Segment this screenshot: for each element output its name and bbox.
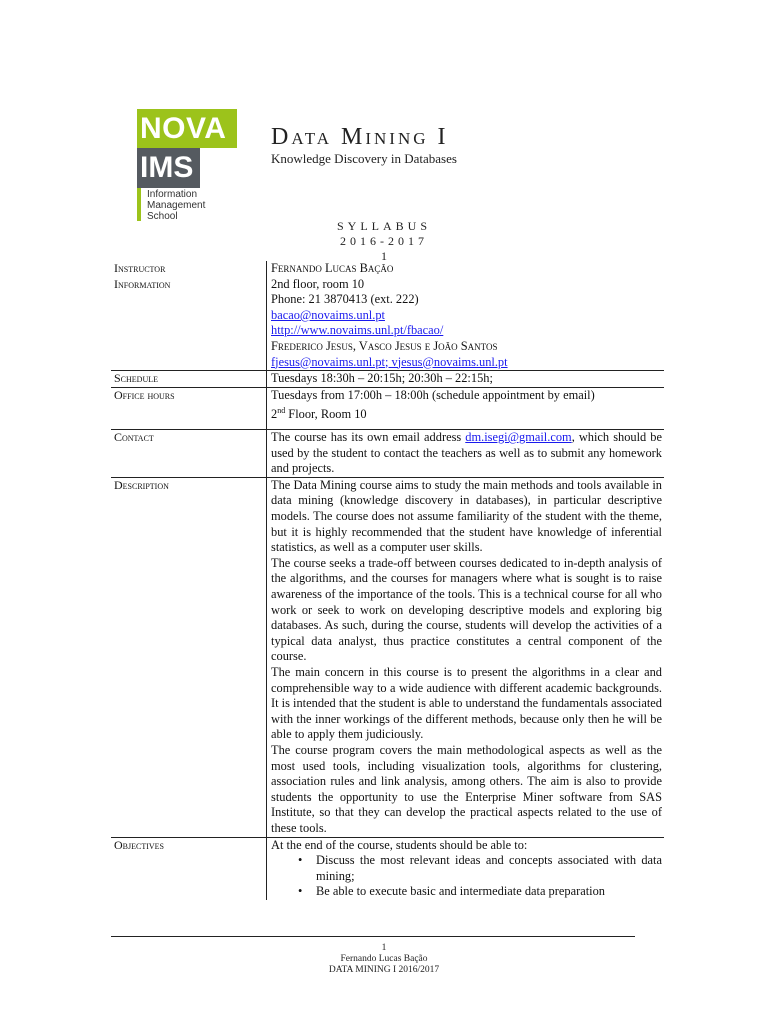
row-description	[111, 477, 664, 837]
label-objectives: Objectives	[111, 837, 267, 900]
instructor-phone: Phone: 21 3870413 (ext. 222)	[271, 292, 419, 307]
instructor-homepage-link[interactable]: http://www.novaims.unl.pt/fbacao/	[271, 323, 444, 338]
instructor-room: 2nd floor, room 10	[271, 276, 365, 291]
footer-page-number: 1	[381, 943, 387, 953]
logo-ims-text: IMS	[137, 148, 200, 188]
value-contact: The course has its own email address dm.isegi@gmail.com, which should be used by the student to contact the teachers as well as to submit any homework and projects.	[267, 430, 665, 478]
row-schedule	[111, 371, 664, 388]
footer-divider	[111, 936, 635, 937]
label-instructor: Instructor Information	[111, 261, 267, 371]
description-paragraph-2: The course seeks a trade-off between courses dedicated to in-depth analysis of the algorithms, and the courses for managers where what is sought is to raise awareness of the importance of the tools. This is a technical course for all who work or seek to work on developing descriptive models and exploring big databases. As such, during the course, students will develop the activities of a typical data analyst, thus practice constitutes a central component of the course.	[271, 555, 662, 664]
assistant-email-link-1[interactable]: fjesus@novaims.unl.pt	[271, 354, 385, 369]
description-paragraph-4: The course program covers the main methodological aspects as well as the most used tools, including visualization tools, algorithms for clustering, association rules and link analysis, among others. The aim is also to provide students the opportunity to use the Enterprise Miner software from SAS Institute, so that they can develop the practical aspects related to the use of these tools.	[271, 742, 662, 835]
syllabus-heading: SYLLABUS	[336, 219, 431, 233]
assistant-email-separator: ;	[384, 354, 392, 369]
label-schedule: Schedule	[111, 371, 267, 388]
objective-item: • Be able to execute basic and intermediate data preparation	[298, 884, 605, 899]
row-objectives	[111, 837, 664, 900]
label-contact: Contact	[111, 430, 267, 478]
value-office-hours: Tuesdays from 17:00h – 18:00h (schedule appointment by email) 2nd Floor, Room 10	[267, 387, 665, 429]
label-office-hours: Office hours	[111, 387, 267, 429]
value-instructor	[267, 261, 665, 371]
syllabus-table	[111, 261, 664, 900]
bullet-icon: •	[298, 884, 303, 899]
instructor-email-link[interactable]: bacao@novaims.unl.pt	[271, 307, 385, 322]
document-subtitle: Knowledge Discovery in Databases	[271, 151, 457, 166]
instructor-name: Fernando Lucas Bação	[271, 261, 394, 275]
footer-course: DATA MINING I 2016/2017	[328, 965, 440, 975]
bullet-icon: •	[298, 853, 303, 868]
course-email-link[interactable]: dm.isegi@gmail.com	[465, 430, 572, 445]
logo-accent-bar	[137, 188, 141, 221]
objectives-list	[271, 853, 662, 900]
row-instructor	[111, 261, 664, 371]
label-description: Description	[111, 477, 267, 837]
objectives-intro: At the end of the course, students should be able to:	[271, 837, 528, 852]
value-objectives	[267, 837, 665, 900]
nova-ims-logo	[137, 109, 237, 221]
document-title: Data Mining I	[271, 124, 449, 150]
page-number-top: 1	[381, 249, 387, 263]
logo-school-name: Information Management School	[147, 189, 206, 222]
description-paragraph-3: The main concern in this course is to present the algorithms in a clear and comprehensible way to a wide audience with different academic backgrounds. It is intended that the student is able to understand the fundamentals associated with the inner workings of the different methods, because only then he will be able to apply them judiciously.	[271, 664, 662, 742]
footer-author: Fernando Lucas Bação	[340, 954, 428, 964]
logo-nova-text: NOVA	[137, 109, 237, 148]
row-contact	[111, 430, 664, 478]
assistant-email-link-2[interactable]: vjesus@novaims.unl.pt	[391, 354, 508, 369]
row-office-hours	[111, 387, 664, 429]
value-description	[267, 477, 665, 837]
value-schedule: Tuesdays 18:30h – 20:15h; 20:30h – 22:15h;	[267, 371, 665, 388]
description-paragraph-1: The Data Mining course aims to study the main methods and tools available in data mining (knowledge discovery in databases), in particular descriptive models. The course does not assume familiarity of the student with the theme, but it is highly recommended that the student have knowledge of inferential statistics, as well as a computer user skills.	[271, 477, 662, 555]
objective-item: • Discuss the most relevant ideas and concepts associated with data mining;	[298, 853, 662, 883]
academic-year: 2016-2017	[340, 234, 428, 248]
assistant-names: Frederico Jesus, Vasco Jesus e João Santos	[271, 338, 498, 353]
